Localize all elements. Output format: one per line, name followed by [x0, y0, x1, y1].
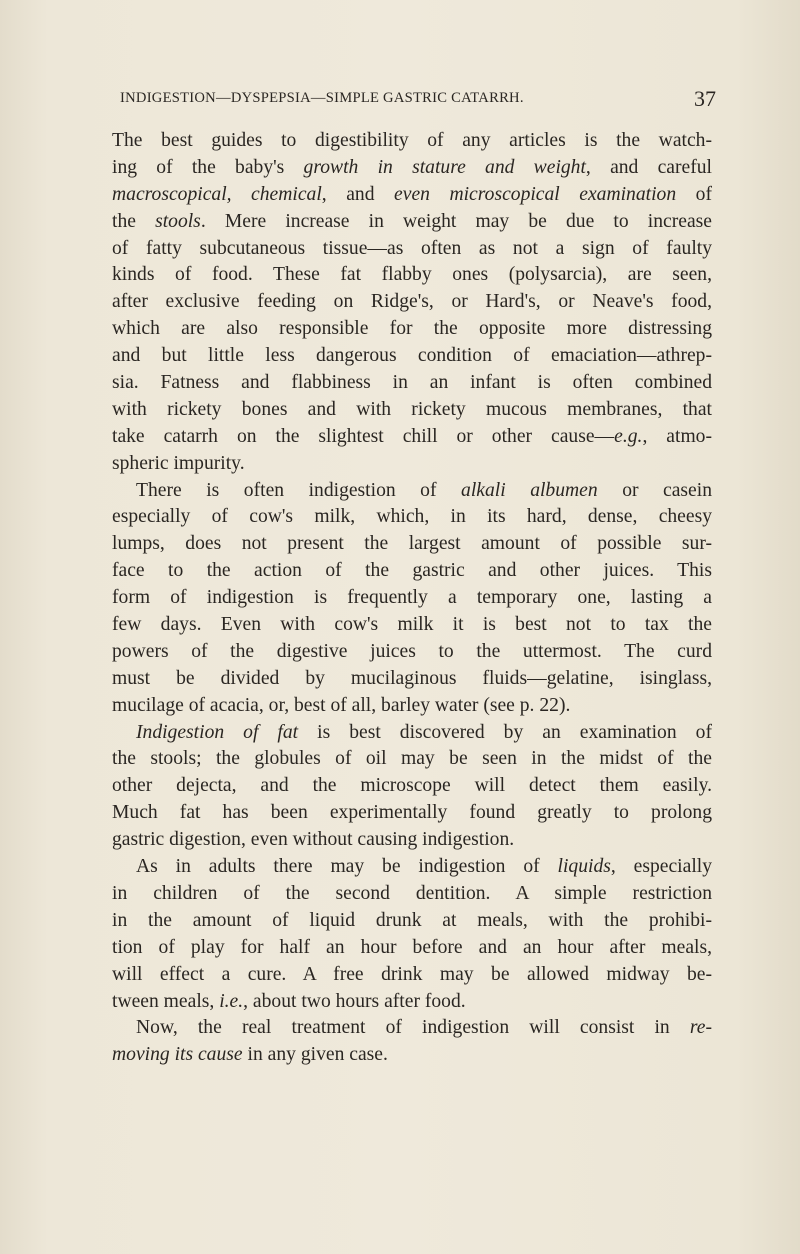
- text-line: [112, 720, 712, 747]
- text-line: [112, 424, 712, 451]
- text-line: [112, 504, 712, 531]
- text-line: [112, 746, 712, 773]
- text-run: of fatty subcutaneous tissue—as often as not a sign of faulty: [112, 237, 712, 259]
- text-line: [112, 800, 712, 827]
- text-line: [112, 854, 712, 881]
- text-run: There is often indigestion of: [136, 479, 462, 501]
- text-run: face to the action of the gastric and other juices. This: [112, 560, 712, 582]
- text-run: must be divided by mucilaginous fluids—gelatine, isinglass,: [112, 667, 712, 689]
- text-line: [112, 1042, 712, 1069]
- text-run: in the amount of liquid drunk at meals, with the prohibi-: [112, 909, 712, 931]
- text-run: , and careful: [585, 156, 712, 178]
- text-line: [112, 827, 712, 854]
- text-line: [112, 478, 712, 505]
- italic-text: even microscopical examination: [394, 183, 677, 205]
- text-line: [112, 612, 712, 639]
- text-run: the: [112, 210, 156, 232]
- text-line: [112, 989, 712, 1016]
- text-run: , especially: [610, 856, 712, 878]
- text-run: , atmo-: [642, 425, 712, 447]
- italic-text: re-: [689, 1017, 712, 1039]
- text-run: take catarrh on the slightest chill or other cause—: [112, 425, 615, 447]
- text-run: lumps, does not present the largest amount of possible sur-: [112, 533, 712, 555]
- page-number: 37: [694, 86, 716, 111]
- text-run: few days. Even with cow's milk it is best not to tax the: [112, 614, 712, 636]
- text-run: tion of play for half an hour before and an hour after meals,: [112, 936, 712, 958]
- text-run: and but little less dangerous condition of emaciation—athrep-: [112, 345, 712, 367]
- text-run: . Mere increase in weight may be due to increase: [200, 210, 712, 232]
- italic-text: liquids: [557, 856, 611, 878]
- text-line: [112, 262, 712, 289]
- text-line: [112, 236, 712, 263]
- text-line: [112, 289, 712, 316]
- text-line: [112, 451, 712, 478]
- text-line: [112, 316, 712, 343]
- italic-text: e.g.: [614, 425, 643, 447]
- italic-text: alkali albumen: [461, 479, 598, 501]
- text-line: [112, 209, 712, 236]
- text-run: Now, the real treatment of indigestion will consist in: [136, 1017, 690, 1039]
- text-line: [112, 585, 712, 612]
- text-line: [112, 881, 712, 908]
- text-line: [112, 773, 712, 800]
- text-run: will effect a cure. A free drink may be allowed midway be-: [112, 963, 712, 985]
- text-run: tween meals,: [112, 990, 220, 1012]
- italic-text: stools: [155, 210, 201, 232]
- text-run: Much fat has been experimentally found greatly to prolong: [112, 802, 712, 824]
- text-run: The best guides to digestibility of any articles is the watch-: [112, 130, 712, 151]
- text-run: other dejecta, and the microscope will detect them easily.: [112, 775, 712, 797]
- text-line: [112, 182, 712, 209]
- text-line: [112, 693, 712, 720]
- text-line: [112, 128, 712, 155]
- text-line: [112, 343, 712, 370]
- text-line: [112, 962, 712, 989]
- text-run: in any given case.: [242, 1044, 388, 1066]
- text-run: especially of cow's milk, which, in its hard, dense, cheesy: [112, 506, 712, 528]
- text-run: form of indigestion is frequently a temporary one, lasting a: [112, 587, 712, 609]
- text-line: [112, 531, 712, 558]
- text-line: [112, 370, 712, 397]
- text-line: [112, 397, 712, 424]
- body-text: [112, 128, 712, 1069]
- text-run: after exclusive feeding on Ridge's, or Hard's, or Neave's food,: [112, 291, 712, 313]
- text-run: , and: [321, 183, 395, 205]
- text-line: [112, 155, 712, 182]
- text-run: which are also responsible for the opposite more distressing: [112, 318, 712, 340]
- text-run: the stools; the globules of oil may be seen in the midst of the: [112, 748, 712, 770]
- text-run: ing of the baby's: [112, 156, 304, 178]
- text-line: [112, 666, 712, 693]
- text-run: kinds of food. These fat flabby ones (polysarcia), are seen,: [112, 264, 712, 286]
- text-line: [112, 1015, 712, 1042]
- text-run: As in adults there may be indigestion of: [136, 856, 558, 878]
- text-run: in children of the second dentition. A simple restriction: [112, 882, 712, 904]
- text-run: , about two hours after food.: [243, 990, 466, 1012]
- text-run: or casein: [597, 479, 712, 501]
- text-run: powers of the digestive juices to the uttermost. The curd: [112, 640, 712, 662]
- italic-text: i.e.: [219, 990, 244, 1012]
- italic-text: growth in stature and weight: [303, 156, 586, 178]
- italic-text: macroscopical, chemical: [112, 183, 322, 205]
- text-run: is best discovered by an examination of: [298, 721, 712, 743]
- italic-text: Indigestion of fat: [136, 721, 299, 743]
- text-run: sia. Fatness and flabbiness in an infant is often combined: [112, 372, 712, 394]
- page-header: [120, 86, 716, 120]
- text-run: spheric impurity.: [112, 452, 245, 474]
- text-line: [112, 558, 712, 585]
- italic-text: moving its cause: [112, 1044, 243, 1066]
- text-line: [112, 639, 712, 666]
- text-run: mucilage of acacia, or, best of all, barley water (see p. 22).: [112, 694, 571, 716]
- running-head: INDIGESTION—DYSPEPSIA—SIMPLE GASTRIC CATARRH.: [120, 90, 524, 106]
- text-run: gastric digestion, even without causing indigestion.: [112, 829, 515, 851]
- text-line: [112, 935, 712, 962]
- text-line: [112, 908, 712, 935]
- text-run: of: [676, 183, 712, 205]
- text-run: with rickety bones and with rickety mucous membranes, that: [112, 398, 712, 420]
